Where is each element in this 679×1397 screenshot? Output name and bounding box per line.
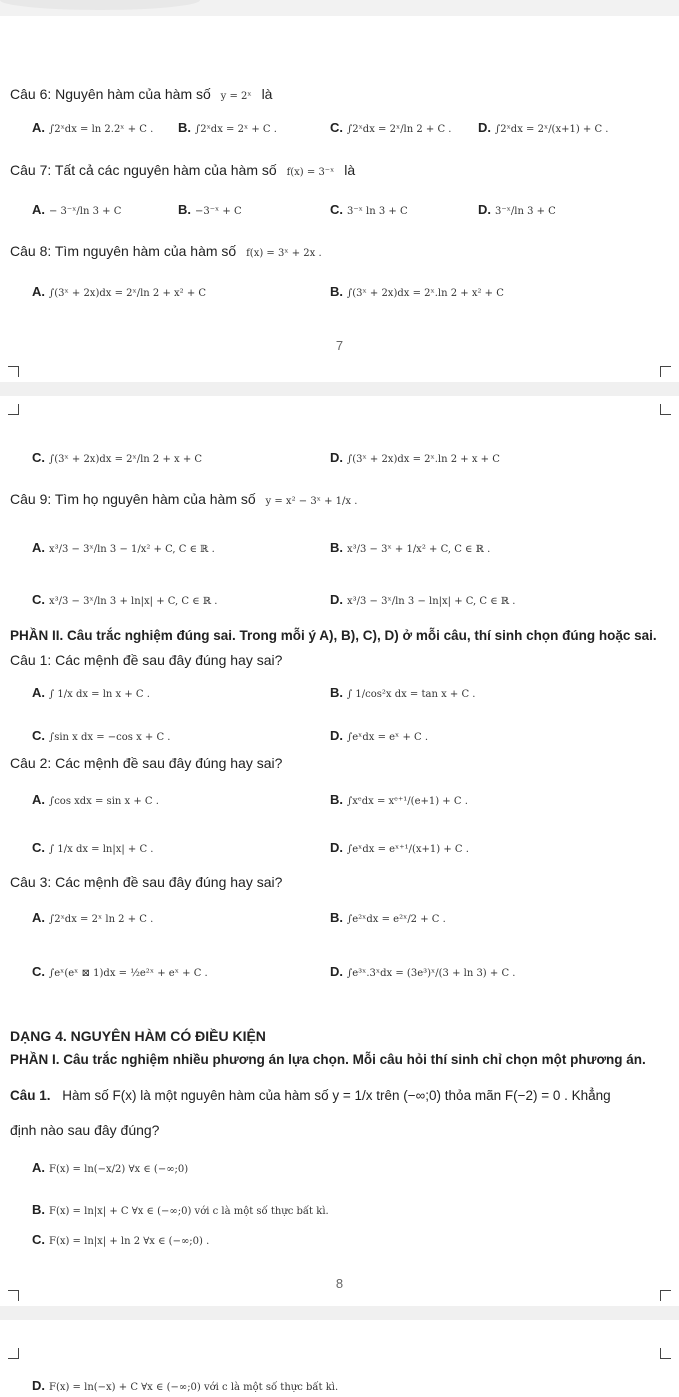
q8-option-c-math: ∫(3ˣ + 2x)dx = 2ˣ/ln 2 + x + C	[49, 454, 203, 465]
q9-option-d[interactable]	[330, 592, 516, 607]
tf1-option-d-label: D.	[330, 728, 343, 743]
condition-question-1-line2: định nào sau đây đúng?	[10, 1122, 160, 1138]
crop-mark	[8, 404, 19, 415]
question-7-tail: là	[344, 162, 356, 178]
question-9-formula: y = x² − 3ˣ + 1/x .	[265, 496, 358, 507]
tf3-option-d-math: ∫e³ˣ.3ˣdx = (3e³)ˣ/(3 + ln 3) + C .	[347, 968, 516, 979]
condition-question-1	[10, 1088, 611, 1103]
q8-option-a[interactable]	[32, 284, 206, 299]
c1-option-d[interactable]	[32, 1378, 338, 1393]
q7-option-c-label: C.	[330, 202, 343, 217]
page-number-7: 7	[335, 338, 344, 353]
tf3-option-d-label: D.	[330, 964, 343, 979]
q8-option-d[interactable]	[330, 450, 500, 465]
c1-option-b-math: F(x) = ln|x| + C ∀x ∈ (−∞;0) với c là một số thực bất kì.	[49, 1206, 329, 1217]
q6-option-a[interactable]	[32, 120, 153, 135]
q8-option-a-math: ∫(3ˣ + 2x)dx = 2ˣ/ln 2 + x² + C	[49, 288, 207, 299]
q7-option-d[interactable]	[478, 202, 556, 217]
q6-option-b-label: B.	[178, 120, 191, 135]
c1-option-c[interactable]	[32, 1232, 209, 1247]
q9-option-b-label: B.	[330, 540, 343, 555]
q6-option-b[interactable]	[178, 120, 277, 135]
tf-question-1: Câu 1: Các mệnh đề sau đây đúng hay sai?	[10, 652, 283, 668]
tf1-option-b-math: ∫ 1/cos²x dx = tan x + C .	[347, 689, 476, 700]
crop-mark	[660, 1290, 671, 1301]
tf1-option-c-label: C.	[32, 728, 45, 743]
page-number-8: 8	[335, 1276, 344, 1291]
tf3-option-c[interactable]	[32, 964, 208, 979]
part-2-heading: PHẦN II. Câu trắc nghiệm đúng sai. Trong mỗi ý A), B), C), D) ở mỗi câu, thí sinh chọn đúng hoặc sai.	[10, 628, 657, 643]
question-8-formula: f(x) = 3ˣ + 2x .	[246, 248, 322, 259]
q9-option-c-math: x³/3 − 3ˣ/ln 3 + ln|x| + C, C ∈ ℝ .	[49, 596, 218, 607]
question-8	[10, 243, 322, 259]
question-7	[10, 162, 355, 178]
question-7-formula: f(x) = 3⁻ˣ	[286, 167, 335, 178]
crop-mark	[8, 1348, 19, 1359]
tf2-option-b-math: ∫xᵉdx = xᵉ⁺¹/(e+1) + C .	[347, 796, 468, 807]
question-6-text: Câu 6: Nguyên hàm của hàm số	[10, 86, 211, 102]
q7-option-c[interactable]	[330, 202, 408, 217]
crop-mark	[660, 1348, 671, 1359]
q7-option-a-math: − 3⁻ˣ/ln 3 + C	[49, 206, 122, 217]
q9-option-b-math: x³/3 − 3ˣ + 1/x² + C, C ∈ ℝ .	[347, 544, 491, 555]
q6-option-c-math: ∫2ˣdx = 2ˣ/ln 2 + C .	[347, 124, 452, 135]
condition-question-1-line1: Hàm số F(x) là một nguyên hàm của hàm số y = 1/x trên (−∞;0) thỏa mãn F(−2) = 0 . Khẳng	[62, 1088, 611, 1103]
tf1-option-a[interactable]	[32, 685, 150, 700]
question-8-text: Câu 8: Tìm nguyên hàm của hàm số	[10, 243, 237, 259]
crop-mark	[660, 404, 671, 415]
tf1-option-d-math: ∫eˣdx = eˣ + C .	[347, 732, 429, 743]
tf3-option-c-label: C.	[32, 964, 45, 979]
c1-option-d-math: F(x) = ln(−x) + C ∀x ∈ (−∞;0) với c là một số thực bất kì.	[49, 1382, 339, 1393]
q7-option-b[interactable]	[178, 202, 242, 217]
crop-mark	[8, 366, 19, 377]
q8-option-a-label: A.	[32, 284, 45, 299]
tf2-option-a-label: A.	[32, 792, 45, 807]
tf2-option-a[interactable]	[32, 792, 159, 807]
tf1-option-c-math: ∫sin x dx = −cos x + C .	[49, 732, 171, 743]
tf1-option-b-label: B.	[330, 685, 343, 700]
q9-option-b[interactable]	[330, 540, 490, 555]
q8-option-b[interactable]	[330, 284, 504, 299]
tf3-option-a-label: A.	[32, 910, 45, 925]
q7-option-b-math: −3⁻ˣ + C	[195, 206, 242, 217]
tf3-option-c-math: ∫eˣ(eˣ ⊠ 1)dx = ½e²ˣ + eˣ + C .	[49, 968, 208, 979]
crop-mark	[8, 1290, 19, 1301]
tf3-option-d[interactable]	[330, 964, 515, 979]
q7-option-c-math: 3⁻ˣ ln 3 + C	[347, 206, 408, 217]
q6-option-d-label: D.	[478, 120, 491, 135]
page-top-edge	[0, 0, 679, 16]
condition-question-1-label: Câu 1.	[10, 1088, 51, 1103]
page-gap	[0, 1306, 679, 1320]
q7-option-a[interactable]	[32, 202, 121, 217]
question-6-formula: y = 2ˣ	[220, 91, 252, 102]
question-9-text: Câu 9: Tìm họ nguyên hàm của hàm số	[10, 491, 256, 507]
tf2-option-c[interactable]	[32, 840, 153, 855]
q8-option-d-math: ∫(3ˣ + 2x)dx = 2ˣ.ln 2 + x + C	[347, 454, 500, 465]
tf2-option-a-math: ∫cos xdx = sin x + C .	[49, 796, 159, 807]
question-6	[10, 86, 272, 102]
crop-mark	[660, 366, 671, 377]
tf2-option-c-label: C.	[32, 840, 45, 855]
q6-option-c[interactable]	[330, 120, 451, 135]
q7-option-a-label: A.	[32, 202, 45, 217]
c1-option-b[interactable]	[32, 1202, 329, 1217]
tf3-option-a[interactable]	[32, 910, 153, 925]
q9-option-d-label: D.	[330, 592, 343, 607]
c1-option-a-label: A.	[32, 1160, 45, 1175]
q7-option-d-math: 3⁻ˣ/ln 3 + C	[495, 206, 556, 217]
tf-question-3: Câu 3: Các mệnh đề sau đây đúng hay sai?	[10, 874, 283, 890]
q7-option-b-label: B.	[178, 202, 191, 217]
q6-option-c-label: C.	[330, 120, 343, 135]
q8-option-b-math: ∫(3ˣ + 2x)dx = 2ˣ.ln 2 + x² + C	[347, 288, 504, 299]
q9-option-a-math: x³/3 − 3ˣ/ln 3 − 1/x² + C, C ∈ ℝ .	[49, 544, 215, 555]
q7-option-d-label: D.	[478, 202, 491, 217]
q9-option-a-label: A.	[32, 540, 45, 555]
tf2-option-b[interactable]	[330, 792, 468, 807]
tf3-option-a-math: ∫2ˣdx = 2ˣ ln 2 + C .	[49, 914, 154, 925]
tf-question-2: Câu 2: Các mệnh đề sau đây đúng hay sai?	[10, 755, 283, 771]
question-9	[10, 491, 357, 507]
tf1-option-a-math: ∫ 1/x dx = ln x + C .	[49, 689, 150, 700]
tf1-option-c[interactable]	[32, 728, 170, 743]
c1-option-a-math: F(x) = ln(−x/2) ∀x ∈ (−∞;0)	[49, 1164, 189, 1175]
tf2-option-b-label: B.	[330, 792, 343, 807]
q9-option-a[interactable]	[32, 540, 215, 555]
tf2-option-d-label: D.	[330, 840, 343, 855]
tf3-option-b[interactable]	[330, 910, 446, 925]
c1-option-c-math: F(x) = ln|x| + ln 2 ∀x ∈ (−∞;0) .	[49, 1236, 210, 1247]
page-curl	[0, 0, 200, 10]
q6-option-b-math: ∫2ˣdx = 2ˣ + C .	[195, 124, 277, 135]
q8-option-b-label: B.	[330, 284, 343, 299]
c1-option-b-label: B.	[32, 1202, 45, 1217]
dang-4-heading: DẠNG 4. NGUYÊN HÀM CÓ ĐIỀU KIỆN	[10, 1028, 266, 1044]
tf2-option-d-math: ∫eˣdx = eˣ⁺¹/(x+1) + C .	[347, 844, 469, 855]
q6-option-d[interactable]	[478, 120, 609, 135]
page-gap	[0, 382, 679, 396]
q9-option-d-math: x³/3 − 3ˣ/ln 3 − ln|x| + C, C ∈ ℝ .	[347, 596, 516, 607]
q8-option-d-label: D.	[330, 450, 343, 465]
c1-option-d-label: D.	[32, 1378, 45, 1393]
c1-option-a[interactable]	[32, 1160, 188, 1175]
q6-option-a-math: ∫2ˣdx = ln 2.2ˣ + C .	[49, 124, 154, 135]
q8-option-c-label: C.	[32, 450, 45, 465]
tf2-option-d[interactable]	[330, 840, 469, 855]
tf1-option-d[interactable]	[330, 728, 428, 743]
tf3-option-b-label: B.	[330, 910, 343, 925]
c1-option-c-label: C.	[32, 1232, 45, 1247]
q9-option-c[interactable]	[32, 592, 218, 607]
q6-option-d-math: ∫2ˣdx = 2ˣ/(x+1) + C .	[495, 124, 609, 135]
question-6-tail: là	[261, 86, 273, 102]
q6-option-a-label: A.	[32, 120, 45, 135]
part-1-heading: PHẦN I. Câu trắc nghiệm nhiều phương án lựa chọn. Mỗi câu hỏi thí sinh chỉ chọn một phương án.	[10, 1052, 646, 1067]
tf1-option-b[interactable]	[330, 685, 475, 700]
q8-option-c[interactable]	[32, 450, 202, 465]
tf3-option-b-math: ∫e²ˣdx = e²ˣ/2 + C .	[347, 914, 446, 925]
question-7-text: Câu 7: Tất cả các nguyên hàm của hàm số	[10, 162, 277, 178]
q9-option-c-label: C.	[32, 592, 45, 607]
tf2-option-c-math: ∫ 1/x dx = ln|x| + C .	[49, 844, 154, 855]
tf1-option-a-label: A.	[32, 685, 45, 700]
